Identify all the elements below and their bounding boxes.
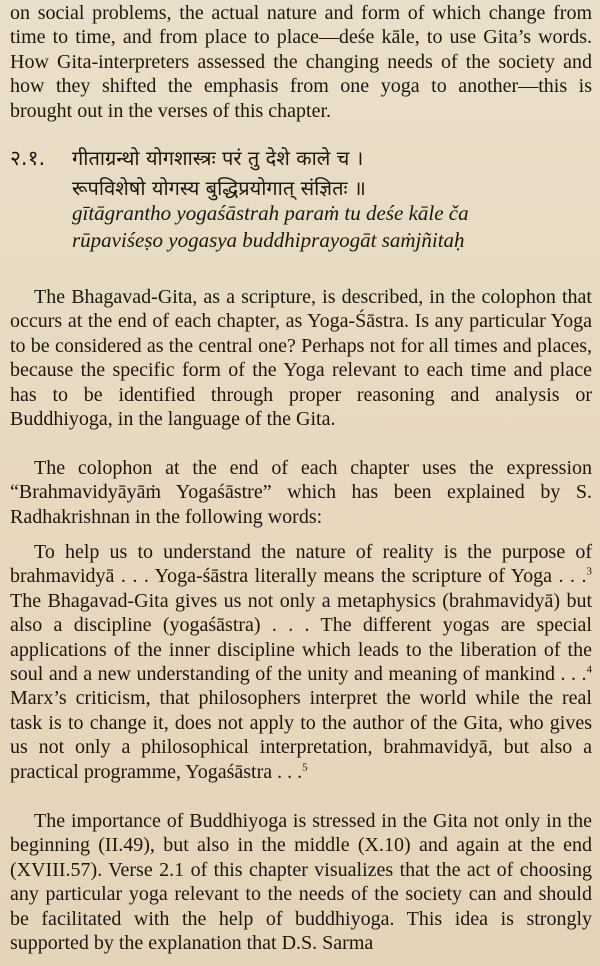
quote-part-3: Marx’s criticism, that philosophers interpret the world while the real task is to change it, does not apply to the author of the Gita, who gives us not only a philosophical interpretation, brahmavidyā, but also a practical programme, Yogaśāstra . . .	[10, 687, 592, 783]
verse-transliteration-line-2: rūpaviśeṣo yogasya buddhiprayogāt saṁjñitaḥ	[72, 228, 465, 252]
verse-devanagari-line-2: रूपविशेषो योगस्य बुद्धिप्रयोगात् संज्ञितः ॥	[72, 176, 366, 200]
footnote-marker-5: 5	[302, 761, 308, 773]
footnote-marker-3: 3	[586, 565, 592, 578]
buddhiyoga-paragraph: The importance of Buddhiyoga is stressed in the Gita not only in the beginning (II.49), but also in the middle (X.10) and again at the end (XVIII.57). Verse 2.1 of this chapter visualizes that the act of choosing any particular yoga relevant to the needs of the society can and should be facilitated with the help of buddhiyoga. This idea is strongly supported by the explanation that D.S. Sarma	[10, 810, 592, 955]
verse-number: २.१.	[10, 146, 46, 170]
footnote-marker-4: 4	[586, 663, 592, 676]
colophon-paragraph: The Bhagavad-Gita, as a scripture, is described, in the colophon that occurs at the end of each chapter, as Yoga-Śāstra. Is any particular Yoga to be considered as the central one? Perhaps not for all times and places, because the specific form of the Yoga relevant to each time and place has to be identified through proper reasoning and analysis or Buddhiyoga, in the language of the Gita.	[10, 286, 592, 431]
verse-block	[10, 142, 592, 258]
quote-part-2: The Bhagavad-Gita gives us not only a metaphysics (brahmavidyā) but also a discipline (yogaśāstra) . . . The different yogas are special applications of the inner discipline which leads to the liberation of the soul and a new understanding of the unity and meaning of mankind . . .	[10, 589, 592, 686]
expression-paragraph: The colophon at the end of each chapter uses the expression “Brahmavidyāyāṁ Yogaśāstre” which has been explained by S. Radhakrishnan in the following words:	[10, 457, 592, 528]
verse-transliteration-line-1: gītāgrantho yogaśāstrah paraṁ tu deśe kāle ča	[72, 201, 469, 225]
verse-devanagari-line-1: गीताग्रन्थो योगशास्त्रः परं तु देशे काले च ।	[72, 146, 364, 170]
quote-part-1: To help us to understand the nature of reality is the purpose of brahmavidyā . . . Yoga-śāstra literally means the scripture of Yoga . . .	[10, 541, 592, 588]
intro-paragraph: on social problems, the actual nature and form of which change from time to time, and from place to place—deśe kāle, to use Gita’s words. How Gita-interpreters assessed the changing needs of the society and how they shifted the emphasis from one yoga to another—this is brought out in the verses of this chapter.	[10, 2, 592, 122]
radhakrishnan-quote	[10, 540, 592, 784]
